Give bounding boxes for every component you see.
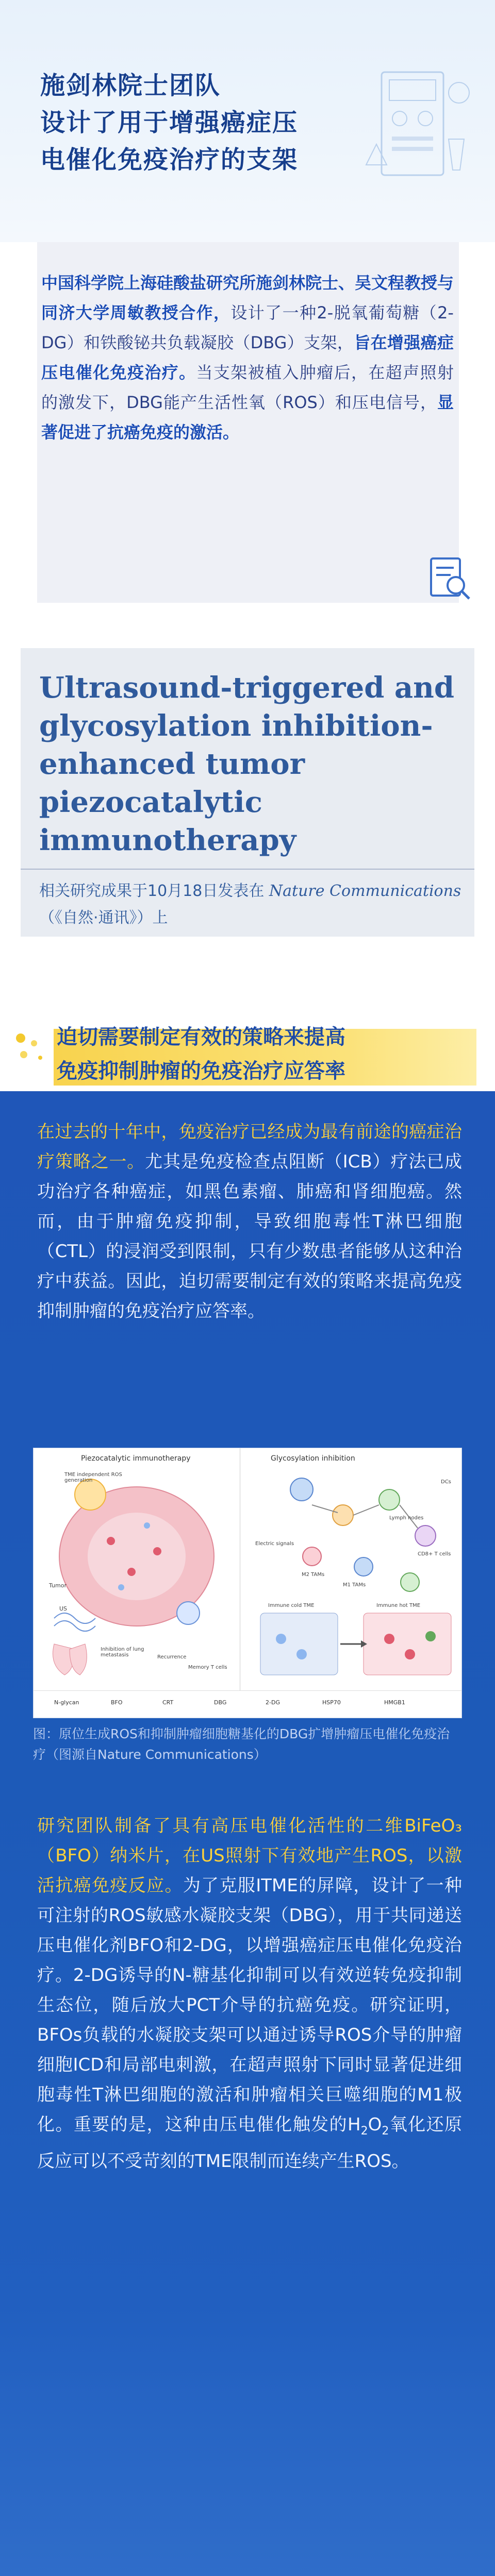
legend-item: 2-DG — [266, 1699, 280, 1706]
figure-label: DCs — [441, 1479, 451, 1485]
figure-caption: 图：原位生成ROS和抑制肿瘤细胞糖基化的DBG扩增肿瘤压电催化免疫治疗（图源自Nature Communications） — [33, 1726, 450, 1762]
legend-item: BFO — [111, 1699, 123, 1706]
publication-note-prefix: 相关研究成果于10月18日发表在 — [39, 882, 265, 900]
lab-equipment-illustration-icon — [361, 62, 474, 191]
paragraph-research-highlight: 研究团队制备了具有高压电催化活性的二维BiFeO₃（BFO）纳米片，在US照射下有效地产生ROS，以激活抗癌免疫反应。 — [37, 1816, 462, 1896]
figure-label: Tumor — [49, 1582, 67, 1589]
h2o2-h: H — [348, 2114, 361, 2135]
figure-label: Memory T cells — [188, 1665, 227, 1670]
figure-label: US — [59, 1605, 68, 1612]
paper-title-block — [21, 648, 474, 937]
page-title — [40, 67, 298, 178]
document-icon — [428, 556, 474, 603]
figure-label: Inhibition of lung metastasis — [101, 1647, 144, 1658]
header-section — [0, 0, 495, 242]
figure-label: CD8+ T cells — [418, 1551, 451, 1557]
paragraph-research: 研究团队制备了具有高压电催化活性的二维BiFeO₃（BFO）纳米片，在US照射下有效地产生ROS，以激活抗癌免疫反应。为了克服ITME的屏障，设计了一种可注射的ROS敏感水凝胶支架（DBG），用于共同递送压电催化剂BFO和2-DG，以增强癌症压电催化免疫治疗。2-DG诱导的N-糖基化抑制可以有效逆转免疫抑制生态位，随后放大PCT介导的抗癌免疫。研究证明，BFOs负载的水凝胶支架可以通过诱导ROS介导的肿瘤细胞ICD和局部电刺激，在超声照射下同时显著促进细胞毒性T淋巴细胞的激活和肿瘤相关巨噬细胞的M1极化。重要的是，这种由压电催化触发的$H_2O_2$氧化还原反应可以不受苛刻的TME限制而连续产生ROS。 — [37, 1816, 463, 2172]
figure-illustration — [34, 1448, 461, 1690]
intro-result: 显著促进了抗癌免疫的激活。 — [41, 393, 454, 442]
figure-legend — [34, 1690, 461, 1716]
figure-right-title: Glycosylation inhibition — [271, 1454, 355, 1463]
figure-label: Lymph nodes — [389, 1515, 424, 1521]
legend-item: CRT — [162, 1699, 174, 1706]
mechanism-figure — [33, 1448, 462, 1718]
banner-dots-icon — [10, 1028, 52, 1069]
legend-item: DBG — [214, 1699, 227, 1706]
legend-item: N-glycan — [54, 1699, 79, 1706]
paragraph-background-highlight: 在过去的十年中，免疫治疗已经成为最有前途的癌症治疗策略之一。 — [37, 1122, 462, 1172]
paper-title: Ultrasound-triggered and glycosylation inhibition-enhanced tumor piezocatalytic immunotherapy — [39, 671, 454, 857]
publication-note — [39, 878, 462, 931]
figure-label: Recurrence — [157, 1654, 187, 1660]
divider — [21, 869, 474, 870]
intro-paragraph — [41, 268, 454, 447]
intro-authors: 中国科学院上海硅酸盐研究所施剑林院士、吴文程教授与同济大学周敏教授合作， — [41, 273, 454, 323]
legend-item: HSP70 — [322, 1699, 341, 1706]
section-heading-line-1: 迫切需要制定有效的策略来提高 — [57, 1025, 345, 1049]
journal-name: Nature Communications — [269, 882, 461, 900]
paragraph-research-tail: 氧化还原反应可以不受苛刻的TME限制而连续产生ROS。 — [37, 2114, 463, 2172]
figure-label: Immune cold TME — [268, 1603, 315, 1608]
figure-label: TME independent ROS generation — [64, 1472, 122, 1483]
figure-left-title: Piezocatalytic immunotherapy — [81, 1454, 191, 1463]
title-line-2: 设计了用于增强癌症压 — [40, 108, 299, 137]
publication-note-suffix: （《自然·通讯》）上 — [39, 909, 168, 927]
figure-label: M2 TAMs — [302, 1572, 325, 1578]
ros-bubble — [75, 1479, 106, 1510]
intro-design: 设计了一种2-脱氧葡萄糖（2-DG）和铁酸铋共负载凝胶（DBG）支架， — [41, 303, 454, 352]
section-heading — [57, 1020, 469, 1088]
paragraph-research-body: 为了克服ITME的屏障，设计了一种可注射的ROS敏感水凝胶支架（DBG），用于共同递送压电催化剂BFO和2-DG，以增强癌症压电催化免疫治疗。2-DG诱导的N-糖基化抑制可以有效逆转免疫抑制生态位，随后放大PCT介导的抗癌免疫。研究证明，BFOs负载的水凝胶支架可以通过诱导ROS介导的肿瘤细胞ICD和局部电刺激，在超声照射下同时显著促进细胞毒性T淋巴细胞的激活和肿瘤相关巨噬细胞的M1极化。重要的是，这种由压电催化触发的 — [37, 1875, 462, 2135]
cold-tme-panel — [260, 1613, 338, 1675]
dc-cell — [290, 1478, 313, 1501]
legend-item: HMGB1 — [384, 1699, 405, 1706]
title-line-3: 电催化免疫治疗的支架 — [40, 145, 299, 174]
figure-label: Electric signals — [255, 1541, 294, 1547]
dbg-scaffold — [177, 1602, 200, 1624]
title-line-1: 施剑林院士团队 — [40, 71, 221, 100]
paragraph-background-body: 尤其是免疫检查点阻断（ICB）疗法已成功治疗各种癌症，如黑色素瘤、肺癌和肾细胞癌。然而，由于肿瘤免疫抑制，导致细胞毒性T淋巴细胞（CTL）的浸润受到限制，只有少数患者能够从这种治疗中获益。因此，迫切需要制定有效的策略来提高免疫抑制肿瘤的免疫治疗应答率。 — [37, 1151, 462, 1321]
section-heading-line-2: 免疫抑制肿瘤的免疫治疗应答率 — [57, 1059, 345, 1083]
intro-mechanism: 当支架被植入肿瘤后，在超声照射的激发下，DBG能产生活性氧（ROS）和压电信号， — [41, 363, 454, 412]
paragraph-background — [37, 1117, 462, 1326]
figure-label: Immune hot TME — [376, 1603, 421, 1608]
figure-label: M1 TAMs — [343, 1582, 366, 1588]
h2o2-o: O — [368, 2114, 382, 2135]
hot-tme-panel — [364, 1613, 451, 1675]
intro-aim: 旨在增强癌症压电催化免疫治疗。 — [41, 333, 454, 382]
